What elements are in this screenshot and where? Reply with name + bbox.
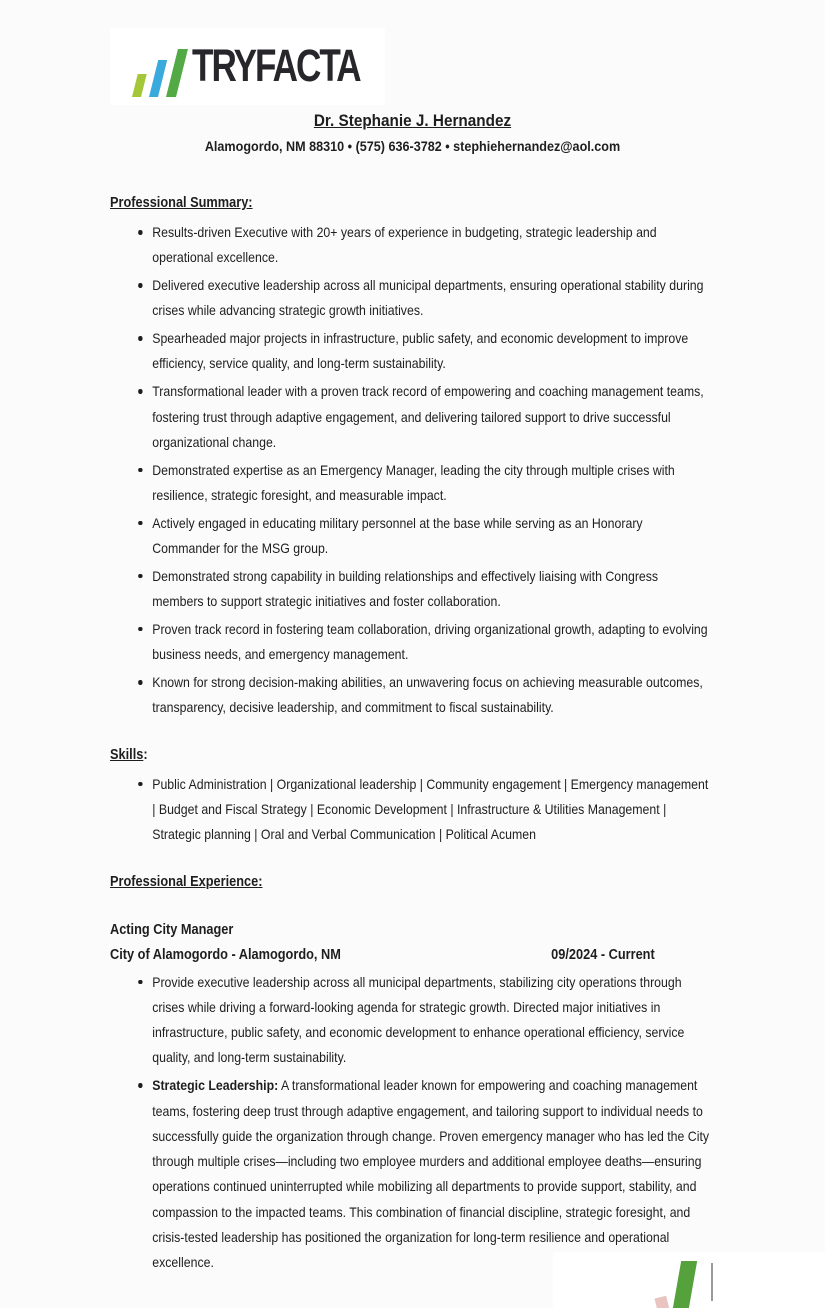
logo-stripe-green-tall <box>166 49 188 97</box>
skills-heading <box>110 745 713 765</box>
job-company: City of Alamogordo - Alamogordo, NM <box>110 946 341 963</box>
tryfacta-stripes-icon <box>126 45 190 97</box>
bullet-item: Known for strong decision-making abilities, an unwavering focus on achieving measurable outcomes, transparency, decisive leadership, and commitment to fiscal sustainability. <box>152 670 713 721</box>
bullet-item: Delivered executive leadership across all municipal departments, ensuring operational stability during crises while advancing strategic growth initiatives. <box>152 273 713 324</box>
logo-stripe-blue <box>149 60 167 97</box>
resume-body <box>110 193 713 1278</box>
skills-heading-colon: : <box>143 746 148 763</box>
bullet-item: Strategic Leadership: A transformational leader known for empowering and coaching management teams, fostering deep trust through adaptive engagement, and tailoring support to individual needs to successfully guide the organization through change. Proven emergency manager who has led the City through multiple crises—including two employee murders and additional employee deaths—ensuring operations continued uninterrupted while mobilizing all departments to provide support, stability, and compassion to the impacted teams. This combination of financial discipline, strategic foresight, and crisis-tested leadership has positioned the organization for long-term resilience and operational excellence. <box>152 1073 713 1275</box>
bullet-item: Public Administration | Organizational leadership | Community engagement | Emergency management | Budget and Fiscal Strategy | Economic Development | Infrastructure & Utilities Management | Strategic planning | Oral and Verbal Communication | Political Acumen <box>152 772 713 848</box>
bottom-logo-green-stripe-icon <box>669 1261 697 1308</box>
job-title: Acting City Manager <box>110 921 234 938</box>
bullet-item: Actively engaged in educating military personnel at the base while serving as an Honorary Commander for the MSG group. <box>152 511 713 562</box>
candidate-name: Dr. Stephanie J. Hernandez <box>313 111 512 130</box>
experience-heading-text: Professional Experience: <box>110 873 263 890</box>
job-entry <box>110 918 713 1276</box>
bullet-item: Provide executive leadership across all municipal departments, stabilizing city operations through crises while driving a forward-looking agenda for strategic growth. Directed major initiatives in infrastructure, public safety, and economic development to enhance operational efficiency, service quality, and long-term sustainability. <box>152 970 713 1071</box>
bullet-item: Proven track record in fostering team collaboration, driving organizational growth, adapting to evolving business needs, and emergency management. <box>152 617 713 668</box>
tryfacta-logo-text: TRYFACTA <box>192 39 360 91</box>
job-company-line <box>110 943 713 968</box>
tryfacta-logo <box>110 28 385 105</box>
summary-heading <box>110 193 713 213</box>
experience-heading <box>110 872 713 892</box>
bottom-logo-red-sliver <box>654 1296 669 1308</box>
summary-bullet-list <box>110 220 713 721</box>
bullet-item: Transformational leader with a proven track record of empowering and coaching management teams, fostering trust through adaptive engagement, and delivering tailored support to drive successful organizational change. <box>152 379 713 455</box>
bottom-logo-fragment <box>553 1252 825 1308</box>
contact-line: Alamogordo, NM 88310 • (575) 636-3782 • stephiehernandez@aol.com <box>204 138 621 154</box>
job-bullet-list <box>110 970 713 1276</box>
bullet-item: Results-driven Executive with 20+ years of experience in budgeting, strategic leadership and operational excellence. <box>152 220 713 271</box>
bullet-item: Demonstrated expertise as an Emergency Manager, leading the city through multiple crises with resilience, strategic foresight, and measurable impact. <box>152 458 713 509</box>
bullet-item: Spearheaded major projects in infrastructure, public safety, and economic development to improve efficiency, service quality, and long-term sustainability. <box>152 326 713 377</box>
summary-heading-text: Professional Summary: <box>110 195 253 211</box>
document-header <box>41 110 784 156</box>
logo-stripe-green-small <box>132 74 147 97</box>
skills-heading-text: Skills <box>110 746 144 763</box>
job-dates: 09/2024 - Current <box>551 946 655 963</box>
bullet-item: Demonstrated strong capability in building relationships and effectively liaising with Congress members to support strategic initiatives and foster collaboration. <box>152 564 713 615</box>
skills-bullet-list <box>110 772 713 848</box>
bottom-logo-gray-line <box>711 1263 713 1301</box>
